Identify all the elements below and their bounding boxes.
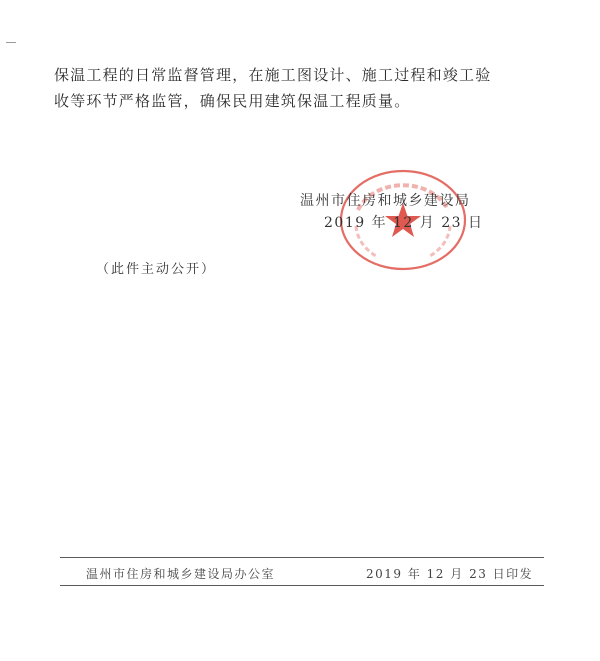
footer-divider-top xyxy=(60,557,544,558)
footer-issuing-office: 温州市住房和城乡建设局办公室 xyxy=(86,567,276,581)
body-paragraph-line-1: 保温工程的日常监督管理，在施工图设计、施工过程和竣工验 xyxy=(54,66,492,84)
footer-divider-bottom xyxy=(60,585,544,586)
disclosure-note: （此件主动公开） xyxy=(96,262,217,277)
issuer-name: 温州市住房和城乡建设局 xyxy=(300,193,471,209)
issue-date: 2019 年 12 月 23 日 xyxy=(324,215,484,231)
body-paragraph-line-2: 收等环节严格监管，确保民用建筑保温工程质量。 xyxy=(54,92,411,110)
footer-print-date: 2019 年 12 月 23 日印发 xyxy=(366,567,534,581)
scan-mark xyxy=(6,42,16,43)
